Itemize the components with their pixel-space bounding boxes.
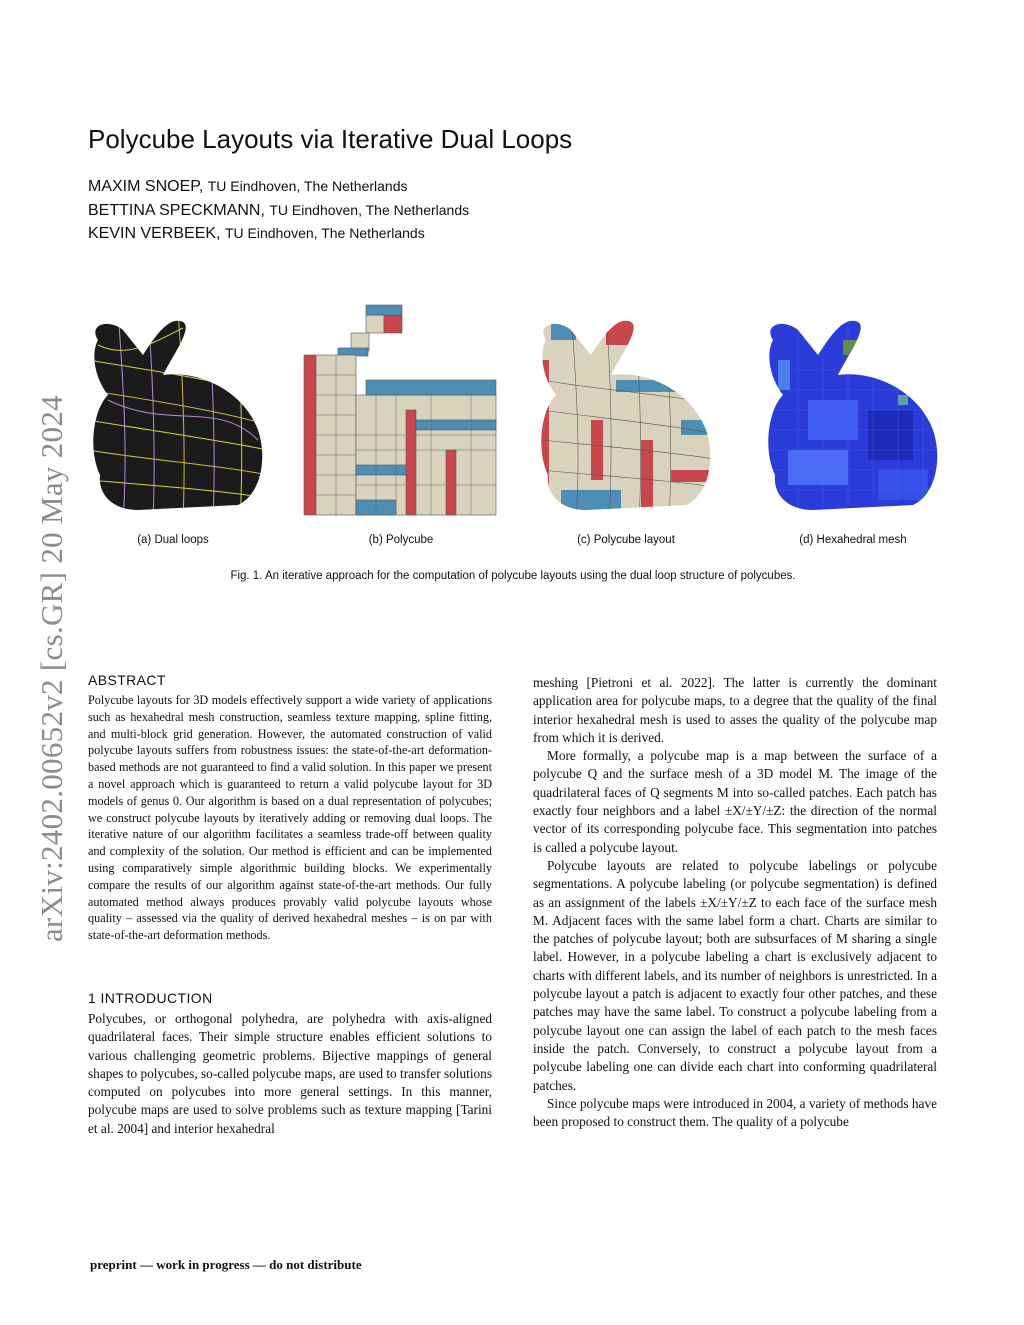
bunny-dual-loops-image [68,300,278,530]
paper-title: Polycube Layouts via Iterative Dual Loops [88,124,573,154]
author-name: MAXIM SNOEP, [88,178,204,195]
teaser-figure [68,300,968,550]
figure-panel-polycube-layout [521,300,731,550]
subcaption-a: (a) Dual loops [137,534,209,546]
subcaption-c: (c) Polycube layout [577,534,675,546]
author-affiliation: TU Eindhoven, The Netherlands [269,201,470,218]
author-entry [88,199,469,223]
intro-paragraph: More formally, a polycube map is a map between the surface of a polycube Q and the surface mesh of a 3D model M. The image of the quadrilateral faces of Q segments M into so-called patches. Each patch has exactly four neighbors and a label ±X/±Y/±Z: the direction of the normal vector of its corresponding polycube face. This segmentation into patches is called a polycube layout. [533,748,937,855]
author-entry [88,175,469,199]
introduction-heading: 1 INTRODUCTION [88,989,213,1006]
polycube-layout-image [521,300,731,530]
intro-paragraph: Since polycube maps were introduced in 2004, a variety of methods have been proposed to construct them. The quality of a polycube [533,1095,937,1130]
figure-panel-dual-loops [68,300,278,550]
author-list [88,175,469,246]
author-entry [88,222,469,246]
subcaption-b: (b) Polycube [368,534,434,546]
footer-note: preprint — work in progress — do not distribute [90,1257,362,1272]
intro-paragraph: Polycube layouts are related to polycube labelings or polycube segmentations. A polycube labeling (or polycube segmentation) is defined as an assignment of the labels ±X/±Y/±Z to each face of the surface mesh M. Adjacent faces with the same label form a chart. Charts are similar to the patches of polycube layout; both are subsurfaces of M sharing a single label. However, in a polycube labeling a chart is exclusively adjacent to charts with different labels, and its number of neighbors is unrestricted. In a polycube layout a patch is adjacent to exactly four other patches, and these patches may have the same label. To construct a polycube labeling from a polycube layout one can assign the label of each patch to the mesh faces inside the patch. Conversely, to construct a polycube layout from a polycube labeling one can divide each chart into conforming quadrilateral patches. [533,857,937,1093]
intro-paragraph-continued: meshing [Pietroni et al. 2022]. The latter is currently the dominant application area for polycube maps, to a degree that the quality of the final interior hexahedral mesh is used to asses the quality of the polycube map from which it is derived. [533,675,937,745]
subcaption-d: (d) Hexahedral mesh [799,534,907,546]
abstract-text: Polycube layouts for 3D models effectively support a wide variety of applications such as hexahedral mesh construction, seamless texture mapping, spline fitting, and multi-block grid generation. However, the automated construction of valid polycube layouts suffers from robustness issues: the state-of-the-art deformation-based methods are not guaranteed to find a valid solution. In this paper we present a novel approach which is guaranteed to return a valid polycube layout for 3D models of genus 0. Our algorithm is based on a dual representation of polycubes; we construct polycube layouts by iteratively adding or removing dual loops. The iterative nature of our algorithm facilitates a seamless trade-off between quality and complexity of the solution. Our method is efficient and can be implemented using comparatively simple algorithmic building blocks. We experimentally compare the results of our algorithm against state-of-the-art methods. Our fully automated method always produces provably valid polycube layouts whose quality – assessed via the quality of derived hexahedral meshes – is on par with state-of-the-art deformation methods. [88,693,492,943]
hexahedral-mesh-image [748,300,958,530]
author-name: BETTINA SPECKMANN, [88,201,265,219]
figure-caption: Fig. 1. An iterative approach for the computation of polycube layouts using the dual loop structure of polycubes. [230,570,796,582]
arxiv-identifier: arXiv:2402.00652v2 [cs.GR] 20 May 2024 [34,395,69,942]
author-affiliation: TU Eindhoven, The Netherlands [207,178,408,194]
author-affiliation: TU Eindhoven, The Netherlands [224,225,425,241]
right-column [533,674,937,1131]
left-column [88,672,492,1138]
polycube-image [296,300,506,530]
figure-panel-polycube [296,300,506,550]
author-name: KEVIN VERBEEK, [88,225,221,242]
figure-panel-hexahedral-mesh [748,300,958,550]
intro-paragraph: Polycubes, or orthogonal polyhedra, are polyhedra with axis-aligned quadrilateral faces. Their simple structure enables efficient solutions to various challenging geometric problems. Bijective mappings of general shapes to polycubes, so-called polycube maps, are used to transfer solutions computed on polycubes into more general settings. In this manner, polycube maps are used to solve problems such as texture mapping [Tarini et al. 2004] and interior hexahedral [88,1010,492,1136]
abstract-heading: ABSTRACT [88,672,166,688]
